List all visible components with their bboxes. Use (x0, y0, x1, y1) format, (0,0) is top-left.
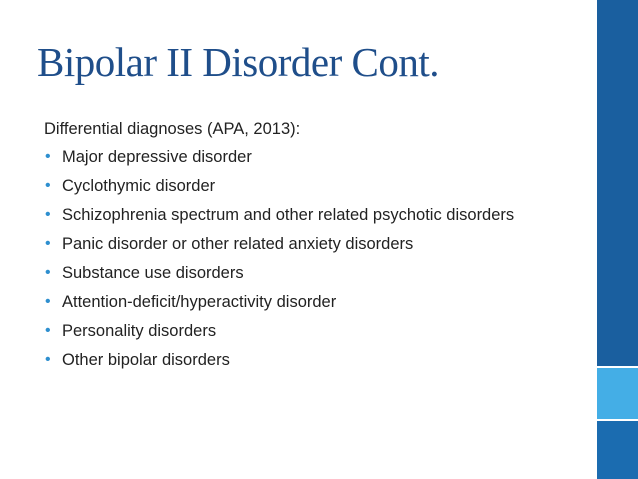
decorative-band-accent-light (597, 368, 638, 420)
slide-body (44, 118, 544, 378)
list-item (44, 349, 544, 371)
bullet-icon: • (45, 264, 51, 281)
band-divider (597, 366, 638, 368)
list-item (44, 320, 544, 342)
bullet-text: Attention-deficit/hyperactivity disorder (62, 293, 337, 311)
bullet-icon: • (45, 293, 51, 310)
bullet-text: Other bipolar disorders (62, 351, 230, 369)
bullet-text: Major depressive disorder (62, 148, 252, 166)
bullet-list (44, 146, 544, 371)
bullet-icon: • (45, 148, 51, 165)
bullet-icon: • (45, 351, 51, 368)
list-item (44, 233, 544, 255)
decorative-band-accent-mid (597, 420, 638, 479)
slide-title: Bipolar II Disorder Cont. (37, 39, 439, 85)
bullet-icon: • (45, 177, 51, 194)
bullet-text: Personality disorders (62, 322, 217, 340)
bullet-text: Cyclothymic disorder (62, 177, 216, 195)
list-item (44, 291, 544, 313)
bullet-text: Schizophrenia spectrum and other related psychotic disorders (62, 206, 515, 224)
bullet-text: Panic disorder or other related anxiety disorders (62, 235, 414, 253)
bullet-icon: • (45, 206, 51, 223)
bullet-icon: • (45, 322, 51, 339)
band-divider (597, 419, 638, 421)
intro-text: Differential diagnoses (APA, 2013): (44, 120, 301, 138)
bullet-icon: • (45, 235, 51, 252)
list-item (44, 175, 544, 197)
list-item (44, 262, 544, 284)
bullet-text: Substance use disorders (62, 264, 244, 282)
list-item (44, 204, 544, 226)
list-item (44, 146, 544, 168)
